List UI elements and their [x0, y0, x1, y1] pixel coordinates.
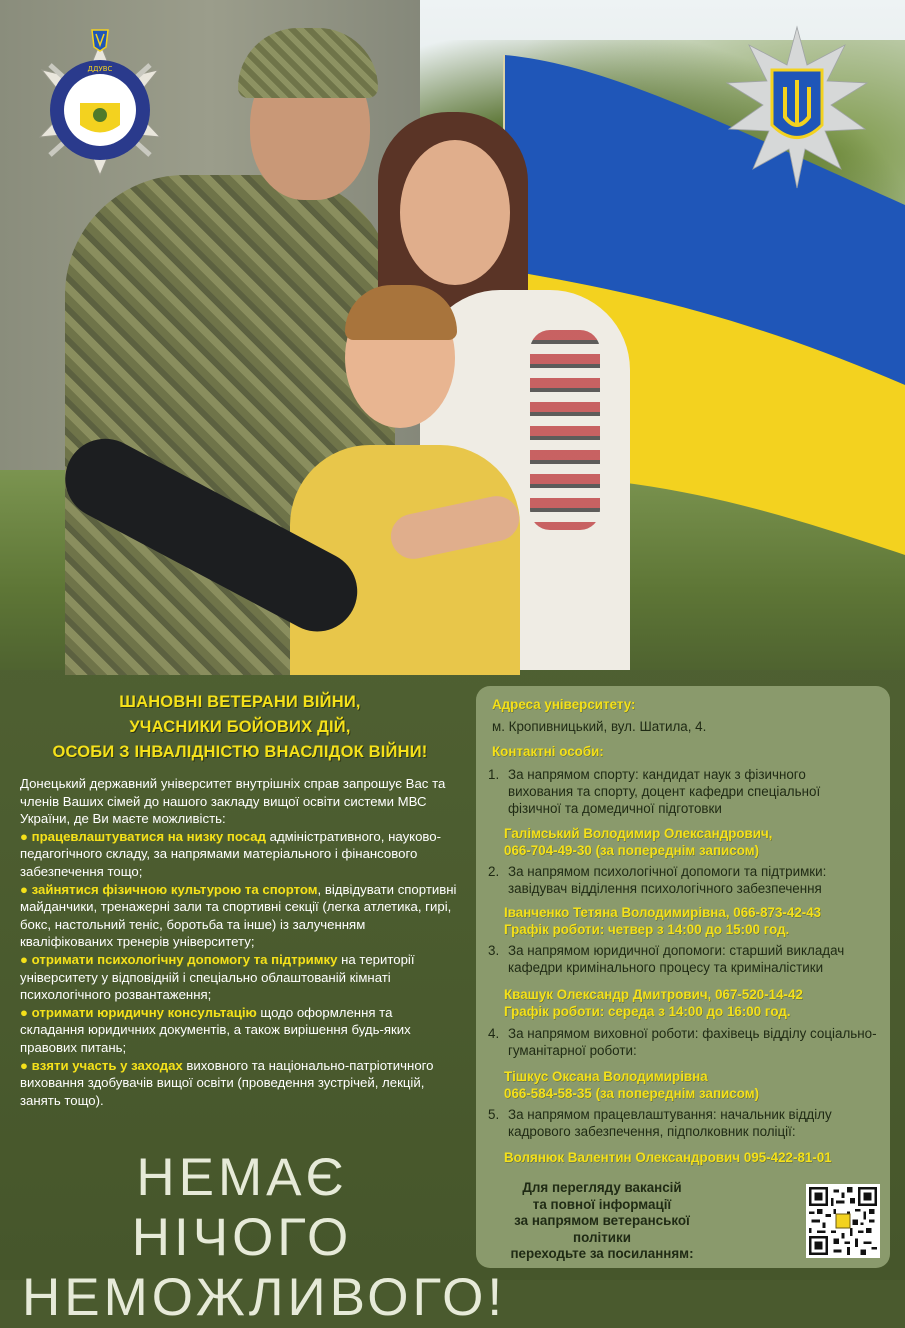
- headline-line-1: ШАНОВНІ ВЕТЕРАНИ ВІЙНИ,: [119, 693, 361, 711]
- contact-name: Іванченко Тетяна Володимирівна, 066-873-42-43: [504, 905, 822, 920]
- contact-phone: 066-584-58-35 (за попереднім записом): [504, 1086, 760, 1101]
- slogan-line-1: НЕМАЄ НІЧОГО: [131, 1148, 353, 1267]
- woman-face: [400, 140, 510, 285]
- contact-phone: 066-704-49-30 (за попереднім записом): [504, 843, 760, 858]
- bullet-highlight: працевлаштуватися на низку посад: [31, 828, 266, 844]
- bullet-text: на території університету у відповідній і спеціально облаштованій кімнаті психологічного розвантаження;: [20, 951, 415, 1003]
- bullet-dot-icon: ●: [20, 951, 32, 967]
- note-line: за напрямом ветеранської політики: [514, 1213, 690, 1245]
- contact-item-legal: [488, 942, 880, 976]
- bullet-text: виховного та національно-патріотичного виховання здобувачів вищої освіти (проведення зустрічей, лекцій, занять тощо).: [20, 1057, 434, 1108]
- item-number: 3.: [488, 943, 500, 958]
- bullet-dot-icon: ●: [20, 1057, 32, 1073]
- bullet-item: [20, 1057, 460, 1110]
- note-line: та повної інформації: [532, 1196, 672, 1212]
- note-line: переходьте за посиланням:: [510, 1246, 694, 1261]
- contact-panel: [476, 686, 890, 1268]
- police-star-icon: [715, 25, 880, 190]
- intro-text: Донецький державний університет внутрішніх справ запрошує Вас та членів Ваших сімей до нашого закладу вищої освіти системи МВС України, де Ви маєте можливість:: [20, 776, 446, 827]
- bullet-item: [20, 881, 460, 951]
- vyshyvanka-embroidery: [530, 330, 600, 530]
- bullet-highlight: отримати юридичну консультацію: [31, 1004, 257, 1020]
- item-title: За напрямом працевлаштування: начальник відділу кадрового забезпечення, підполковник поліції:: [508, 1107, 832, 1139]
- bullet-text: , відвідувати спортивні майданчики, тренажерні зали та спортивні секції (легка атлетика, гирі, бокс, настольний теніс, боротьба та інше) із залученням кваліфікованих тренерів університету;: [20, 881, 457, 950]
- contact-name: Галімський Володимир Олександрович,: [504, 826, 773, 841]
- slogan: [22, 1148, 507, 1328]
- contact-name: Квашук Олександр Дмитрович, 067-520-14-42: [504, 987, 803, 1002]
- bullet-item: [20, 828, 460, 881]
- bullet-dot-icon: ●: [20, 1004, 32, 1020]
- bullet-dot-icon: ●: [20, 828, 32, 844]
- address-value: м. Кропивницький, вул. Шатила, 4.: [492, 719, 707, 734]
- bullet-highlight: взяти участь у заходах: [31, 1057, 183, 1073]
- item-title: За напрямом юридичної допомоги: старший викладач кафедри кримінального процесу та криміналістики: [508, 943, 845, 975]
- item-number: 5.: [488, 1107, 500, 1122]
- address-label: Адреса університету:: [492, 697, 636, 712]
- item-number: 2.: [488, 864, 500, 879]
- vacancies-note: [492, 1180, 712, 1263]
- item-title: За напрямом спорту: кандидат наук з фізичного вихования та спорту, доцент кафедри спеціальної фізичної та домедичної підготовки: [508, 767, 821, 816]
- contact-name: Волянюк Валентин Олександрович 095-422-81-01: [504, 1150, 832, 1165]
- bullet-highlight: отримати психологічну допомогу та підтримку: [31, 951, 338, 967]
- contact-item-sport: [488, 766, 880, 817]
- bullet-highlight: зайнятися фізичною культурою та спортом: [31, 881, 318, 897]
- note-line: Для перегляду вакансій: [522, 1180, 682, 1195]
- university-emblem-icon: [20, 25, 180, 195]
- item-number: 4.: [488, 1026, 500, 1041]
- contact-item-psychology: [488, 863, 880, 897]
- left-column: [20, 690, 460, 1109]
- item-number: 1.: [488, 767, 500, 782]
- contact-item-education: [488, 1025, 880, 1059]
- qr-code-icon[interactable]: [806, 1184, 880, 1258]
- headline-line-2: УЧАСНИКИ БОЙОВИХ ДІЙ,: [129, 718, 351, 736]
- bullet-item: [20, 951, 460, 1004]
- slogan-line-2: НЕМОЖЛИВОГО!: [22, 1268, 507, 1327]
- contacts-label: Контактні особи:: [492, 744, 604, 759]
- bullet-text: щодо оформлення та складання юридичних документів, а також вирішення будь-яких правових питань;: [20, 1004, 411, 1055]
- contact-schedule: Графік роботи: середа з 14:00 до 16:00 год.: [504, 1004, 791, 1019]
- item-title: За напрямом виховної роботи: фахівець відділу соціально-гуманітарної роботи:: [508, 1026, 877, 1058]
- bullet-text: адміністративного, науково-педагогічного складу, за напрямами матеріального і фінансового забезпечення тощо;: [20, 828, 441, 879]
- bullet-item: [20, 1004, 460, 1057]
- svg-text:ДДУВС: ДДУВС: [87, 65, 113, 73]
- item-title: За напрямом психологічної допомоги та підтримки: завідувач відділення психологічного забезпечення: [508, 864, 827, 896]
- headline-line-3: ОСОБИ З ІНВАЛІДНІСТЮ ВНАСЛІДОК ВІЙНИ!: [52, 743, 428, 761]
- contact-schedule: Графік роботи: четвер з 14:00 до 15:00 год.: [504, 922, 790, 937]
- contact-item-employment: [488, 1106, 880, 1140]
- contact-name: Тішкус Оксана Володимирівна: [504, 1069, 708, 1084]
- bullet-dot-icon: ●: [20, 881, 32, 897]
